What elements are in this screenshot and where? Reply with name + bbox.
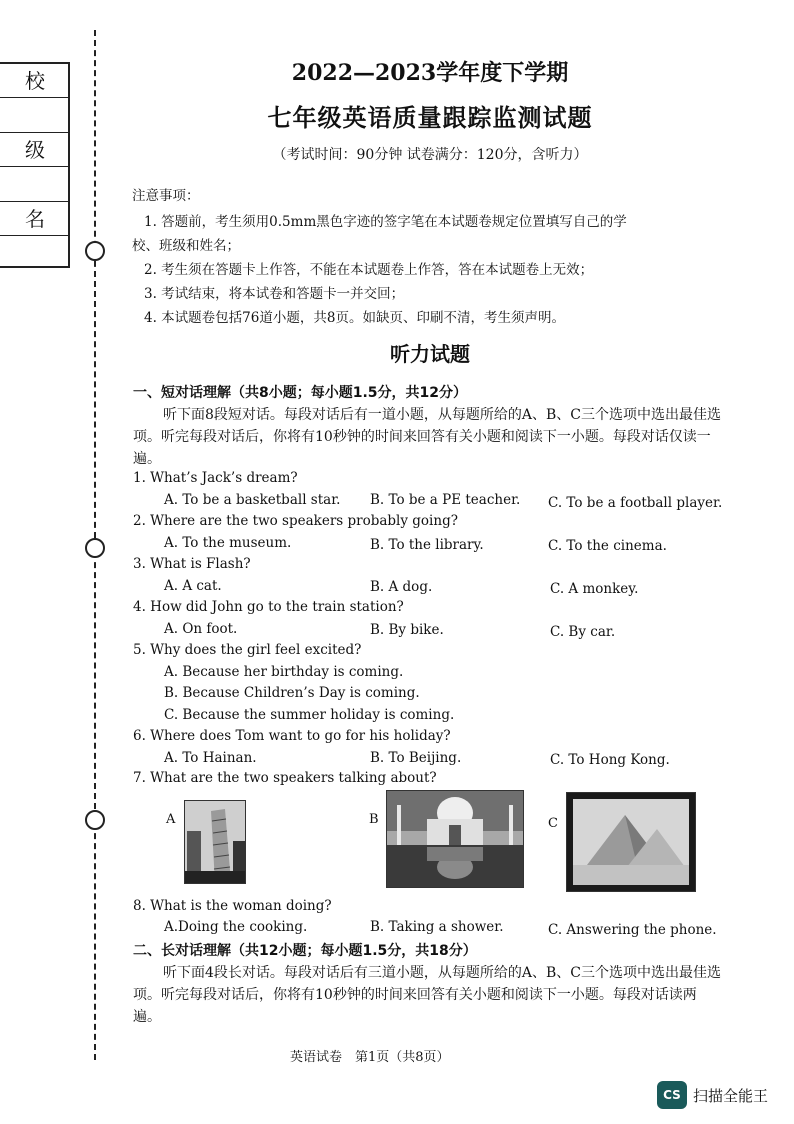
q3-option-c: C. A monkey.: [550, 581, 639, 597]
q5-option-a: A. Because her birthday is coming.: [164, 664, 404, 680]
question-4: 4. How did John go to the train station?: [133, 599, 404, 615]
q8-option-b: B. Taking a shower.: [370, 919, 504, 935]
part1-heading: 一、短对话理解（共8小题；每小题1.5分，共12分）: [133, 385, 468, 401]
taj-mahal-picture: [386, 790, 524, 888]
note-item: 2. 考生须在答题卡上作答，不能在本试题卷上作答，答在本试题卷上无效；: [144, 262, 594, 278]
school-label: 校: [0, 64, 68, 98]
part2-heading: 二、长对话理解（共12小题；每小题1.5分，共18分）: [133, 943, 477, 959]
question-1: 1. What’s Jack’s dream?: [133, 470, 298, 486]
part1-instructions: 听下面8段短对话。每段对话后有一道小题，从每题所给的A、B、C三个选项中选出最佳选项。听完每段对话后，你将有10秒钟的时间来回答有关小题和阅读下一小题。每段对话仅读一遍。: [133, 407, 722, 467]
question-6: 6. Where does Tom want to go for his holiday?: [133, 728, 451, 744]
name-label: 名: [0, 202, 68, 236]
page-footer: 英语试卷 第1页（共8页）: [290, 1050, 450, 1065]
note-item: 3. 考试结束，将本试卷和答题卡一并交回；: [144, 286, 405, 302]
question-3: 3. What is Flash?: [133, 556, 251, 572]
q6-option-b: B. To Beijing.: [370, 750, 462, 766]
binding-hole-icon: [85, 810, 105, 830]
q4-option-a: A. On foot.: [164, 621, 238, 637]
q2-option-a: A. To the museum.: [164, 535, 292, 551]
q3-option-a: A. A cat.: [164, 578, 222, 594]
q2-option-c: C. To the cinema.: [548, 538, 667, 554]
question-2: 2. Where are the two speakers probably going?: [133, 513, 458, 529]
camscanner-text: 扫描全能王: [693, 1086, 769, 1105]
q4-option-b: B. By bike.: [370, 622, 444, 638]
q3-option-b: B. A dog.: [370, 579, 433, 595]
question-7: 7. What are the two speakers talking about?: [133, 770, 437, 786]
q5-option-b: B. Because Children’s Day is coming.: [164, 685, 420, 701]
q1-option-c: C. To be a football player.: [548, 495, 723, 511]
school-field: [0, 98, 68, 133]
q4-option-c: C. By car.: [550, 624, 616, 640]
part2-instructions: 听下面4段长对话。每段对话后有三道小题，从每题所给的A、B、C三个选项中选出最佳选项。听完每段对话后，你将有10秒钟的时间来回答有关小题和阅读下一小题。每段对话读两遍。: [133, 965, 722, 1025]
class-label: 级: [0, 133, 68, 167]
exam-year-title: 2022—2023学年度下学期: [291, 60, 569, 86]
student-info-box: [0, 62, 70, 268]
camscanner-watermark: [657, 1081, 768, 1109]
binding-hole-icon: [85, 538, 105, 558]
q7-option-c-label: C: [548, 816, 558, 831]
note-item: 1. 答题前，考生须用0.5mm黑色字迹的签字笔在本试题卷规定位置填写自己的学: [144, 214, 627, 230]
notes-heading: 注意事项：: [132, 188, 200, 204]
question-5: 5. Why does the girl feel excited?: [133, 642, 362, 658]
q6-option-a: A. To Hainan.: [164, 750, 257, 766]
binding-hole-icon: [85, 241, 105, 261]
pyramids-picture: [566, 792, 696, 892]
note-item: 4. 本试题卷包括76道小题，共8页。如缺页、印刷不清，考生须声明。: [144, 310, 565, 326]
q8-option-c: C. Answering the phone.: [548, 922, 717, 938]
section-title: 听力试题: [390, 342, 470, 366]
exam-subtitle: （考试时间：90分钟 试卷满分：120分，含听力）: [272, 147, 588, 163]
leaning-tower-picture: [184, 800, 246, 884]
name-field: [0, 236, 68, 271]
q7-option-a-label: A: [166, 812, 176, 827]
exam-notes: [132, 184, 732, 330]
q6-option-c: C. To Hong Kong.: [550, 752, 670, 768]
q1-option-a: A. To be a basketball star.: [164, 492, 341, 508]
camscanner-logo-icon: CS: [657, 1081, 687, 1109]
question-8: 8. What is the woman doing?: [133, 898, 332, 914]
exam-title: 七年级英语质量跟踪监测试题: [267, 103, 593, 132]
q2-option-b: B. To the library.: [370, 537, 484, 553]
class-field: [0, 167, 68, 202]
note-item: 校、班级和姓名；: [132, 238, 240, 254]
q7-option-b-label: B: [369, 812, 379, 827]
q1-option-b: B. To be a PE teacher.: [370, 492, 521, 508]
q5-option-c: C. Because the summer holiday is coming.: [164, 707, 455, 723]
q8-option-a: A.Doing the cooking.: [164, 919, 308, 935]
